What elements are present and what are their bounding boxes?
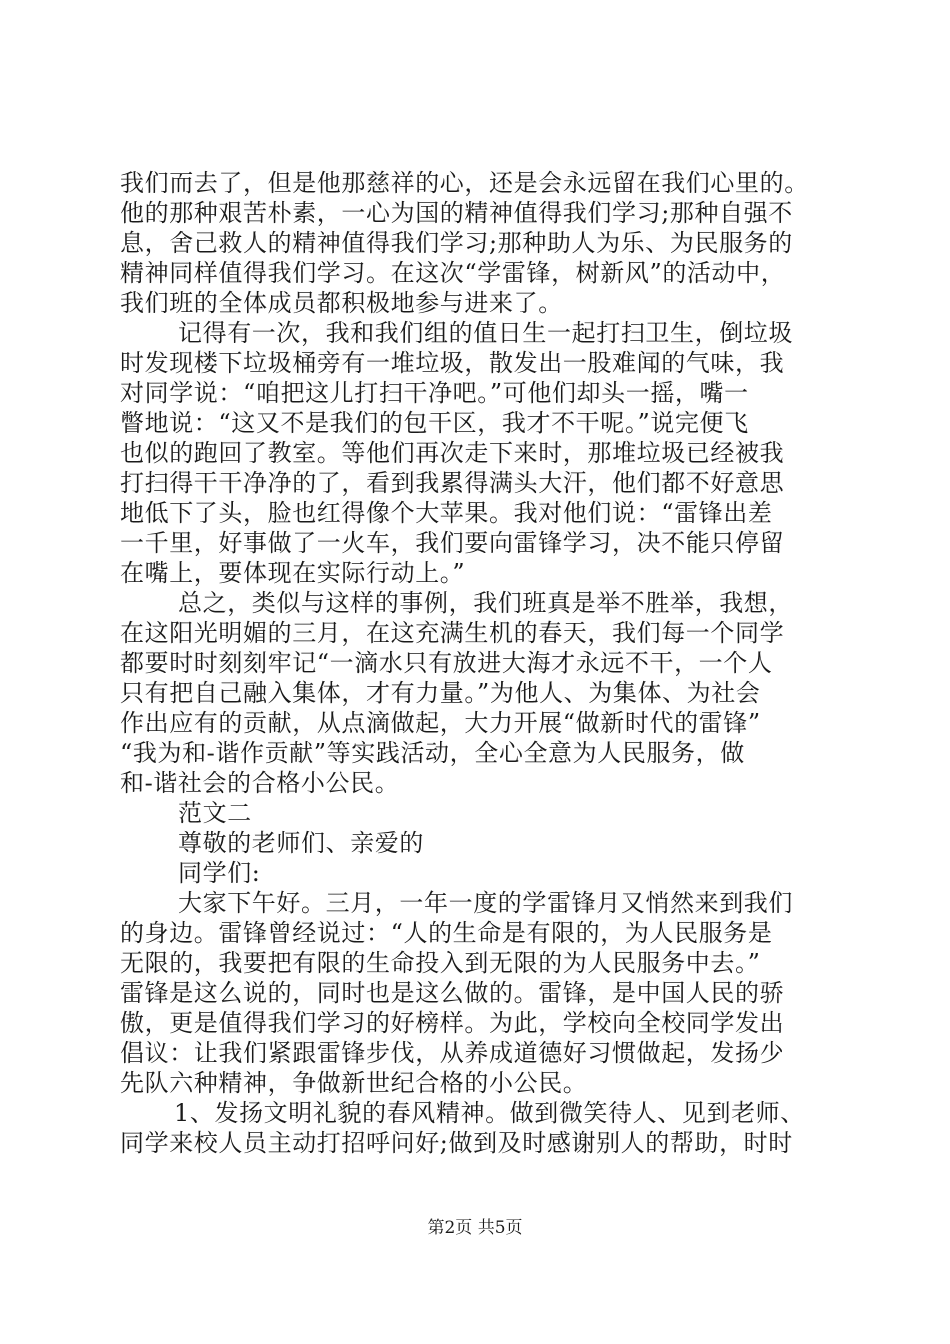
text-line: 无限的，我要把有限的生命投入到无限的为人民服务中去。” [120, 949, 761, 977]
text-line: 我们班的全体成员都积极地参与进来了。 [120, 289, 563, 317]
text-line: 在这阳光明媚的三月，在这充满生机的春天，我们每一个同学 [120, 619, 785, 647]
text-line: 傲，更是值得我们学习的好榜样。为此，学校向全校同学发出 [120, 1009, 785, 1037]
text-line: 记得有一次，我和我们组的值日生一起打扫卫生，倒垃圾 [178, 319, 793, 347]
text-line: 总之，类似与这样的事例，我们班真是举不胜举，我想， [178, 589, 793, 617]
text-line: 瞥地说：“这又不是我们的包干区，我才不干呢。”说完便飞 [120, 409, 749, 437]
text-line: 地低下了头，脸也红得像个大苹果。我对他们说：“雷锋出差 [120, 499, 773, 527]
text-line: 打扫得干干净净的了，看到我累得满头大汗，他们都不好意思 [120, 469, 785, 497]
text-line: 对同学说：“咱把这儿打扫干净吧。”可他们却头一摇，嘴一 [120, 379, 749, 407]
text-line: 息，舍己救人的精神值得我们学习;那种助人为乐、为民服务的 [120, 229, 793, 257]
text-line: 在嘴上，要体现在实际行动上。” [120, 559, 466, 587]
text-line: 都要时时刻刻牢记“一滴水只有放进大海才永远不干，一个人 [120, 649, 773, 677]
page-footer: 第2页 共5页 [427, 1218, 523, 1238]
document-body [120, 168, 840, 1158]
text-line: 时发现楼下垃圾桶旁有一堆垃圾，散发出一股难闻的气味，我 [120, 349, 785, 377]
text-line: 我们而去了，但是他那慈祥的心，还是会永远留在我们心里的。 [120, 169, 809, 197]
text-line: 他的那种艰苦朴素，一心为国的精神值得我们学习;那种自强不 [120, 199, 793, 227]
text-line: 尊敬的老师们、亲爱的 [178, 829, 424, 857]
text-line: 范文二 [178, 799, 252, 827]
text-line: 先队六种精神，争做新世纪合格的小公民。 [120, 1069, 588, 1097]
text-line: 作出应有的贡献，从点滴做起，大力开展“做新时代的雷锋” [120, 709, 761, 737]
text-line: “我为和-谐作贡献”等实践活动，全心全意为人民服务，做 [120, 739, 745, 767]
text-line: 一千里，好事做了一火车，我们要向雷锋学习，决不能只停留 [120, 529, 785, 557]
text-line: 也似的跑回了教室。等他们再次走下来时，那堆垃圾已经被我 [120, 439, 785, 467]
text-line: 大家下午好。三月，一年一度的学雷锋月又悄然来到我们 [178, 889, 793, 917]
text-line: 倡议：让我们紧跟雷锋步伐，从养成道德好习惯做起，发扬少 [120, 1039, 785, 1067]
text-line: 精神同样值得我们学习。在这次“学雷锋，树新风”的活动中， [120, 259, 786, 287]
text-line: 1、发扬文明礼貌的春风精神。做到微笑待人、见到老师、 [174, 1099, 805, 1127]
text-line: 同学来校人员主动打招呼问好;做到及时感谢别人的帮助，时时 [120, 1129, 793, 1157]
text-line: 雷锋是这么说的，同时也是这么做的。雷锋，是中国人民的骄 [120, 979, 785, 1007]
text-line: 只有把自己融入集体，才有力量。”为他人、为集体、为社会 [120, 679, 761, 707]
text-line: 和-谐社会的合格小公民。 [120, 769, 400, 797]
text-line: 同学们: [178, 859, 261, 887]
text-line: 的身边。雷锋曾经说过：“人的生命是有限的，为人民服务是 [120, 919, 773, 947]
